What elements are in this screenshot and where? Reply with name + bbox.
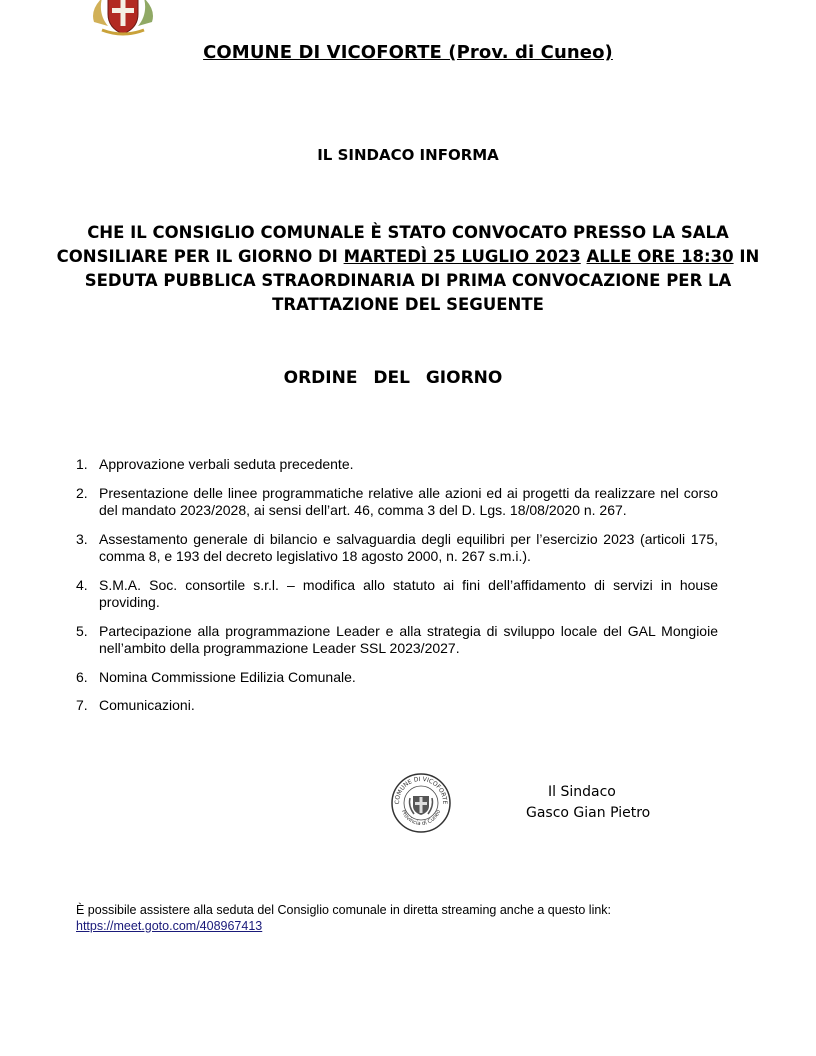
streaming-note-text: È possibile assistere alla seduta del Consiglio comunale in diretta streaming anche a questo link:	[76, 903, 612, 917]
page-title: COMUNE DI VICOFORTE (Prov. di Cuneo)	[203, 42, 613, 63]
agenda-item-number: 3.	[76, 530, 88, 547]
signature-role: Il Sindaco	[548, 784, 616, 800]
notice-text-part1: CHE IL CONSIGLIO COMUNALE È STATO CONVOCATO PRESSO LA SALA CONSILIARE PER IL GIORNO DI	[56, 223, 729, 266]
agenda-item-text: Presentazione delle linee programmatiche relative alle azioni ed ai progetti da realizzare nel corso del mandato 2023/2028, ai sensi dell’art. 46, comma 3 del D. Lgs. 18/08/2020 n. 267.	[99, 484, 718, 518]
agenda-item	[74, 623, 718, 658]
agenda-item-number: 7.	[76, 697, 88, 713]
agenda-item-number: 5.	[76, 622, 88, 639]
notice-text-part2: IN SEDUTA PUBBLICA STRAORDINARIA DI PRIMA CONVOCAZIONE PER LA TRATTAZIONE DEL SEGUENTE	[84, 247, 760, 314]
streaming-link[interactable]: https://meet.goto.com/408967413	[76, 919, 263, 933]
meeting-date: MARTEDÌ 25 LUGLIO 2023	[343, 247, 581, 266]
stamp-top-text: COMUNE DI VICOFORTE	[393, 775, 449, 805]
stamp-emblem-icon	[410, 796, 433, 815]
agenda-item-text: Comunicazioni.	[99, 697, 195, 713]
agenda-item-number: 2.	[76, 484, 88, 501]
signature-block	[520, 782, 670, 824]
agenda-item	[74, 697, 718, 715]
streaming-note	[76, 902, 716, 934]
convocation-notice	[56, 221, 760, 317]
subtitle-sindaco-informa: IL SINDACO INFORMA	[317, 146, 499, 164]
stamp-bottom-text: Provincia di Cuneo	[399, 809, 443, 828]
agenda-item-text: Assestamento generale di bilancio e salvaguardia degli equilibri per l’esercizio 2023 (articoli 175, comma 8, e 193 del decreto legislativo 18 agosto 2000, n. 267 s.m.i.).	[99, 530, 718, 564]
meeting-time: ALLE ORE 18:30	[586, 247, 734, 266]
agenda-item-number: 1.	[76, 456, 88, 472]
agenda-list	[74, 456, 718, 726]
agenda-item	[74, 669, 718, 687]
agenda-item	[74, 456, 718, 474]
agenda-item	[74, 577, 718, 612]
municipal-crest	[88, 0, 158, 36]
official-stamp	[390, 772, 452, 834]
agenda-item-text: Nomina Commissione Edilizia Comunale.	[99, 668, 356, 685]
agenda-item-text: S.M.A. Soc. consortile s.r.l. – modifica allo statuto ai fini dell’affidamento di servizi in house providing.	[99, 576, 718, 610]
agenda-item	[74, 531, 718, 566]
agenda-item-number: 6.	[76, 668, 88, 685]
agenda-heading: ORDINE DEL GIORNO	[283, 368, 503, 388]
agenda-item-number: 4.	[76, 576, 88, 593]
agenda-item-text: Partecipazione alla programmazione Leader e alla strategia di sviluppo locale del GAL Mongioie nell’ambito della programmazione Leader SSL 2023/2027.	[99, 622, 718, 656]
agenda-item-text: Approvazione verbali seduta precedente.	[99, 456, 354, 472]
signature-name: Gasco Gian Pietro	[526, 805, 651, 821]
agenda-item	[74, 485, 718, 520]
